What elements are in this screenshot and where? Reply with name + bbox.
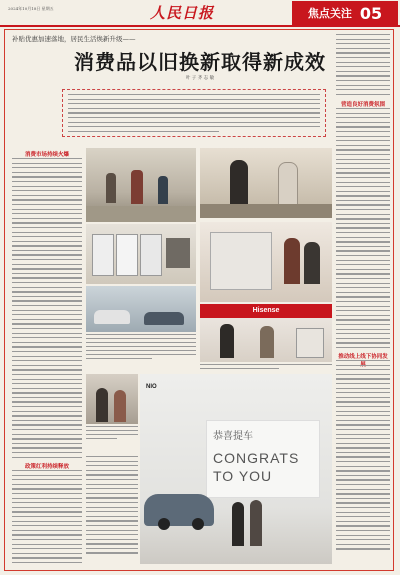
caption-right xyxy=(200,364,332,373)
right-column-text-2 xyxy=(336,360,390,566)
mid-column-text xyxy=(86,456,138,566)
lead-text xyxy=(68,94,320,132)
photo-customers xyxy=(86,374,138,424)
masthead-rule xyxy=(0,25,400,27)
headline: 消费品以旧换新取得新成效 xyxy=(74,50,326,74)
section-tab xyxy=(292,1,398,25)
right-column-text xyxy=(336,108,390,350)
newspaper-logo: 人民日报 xyxy=(150,4,215,22)
photo-kitchen-appliance xyxy=(200,222,332,302)
lead-box xyxy=(62,89,326,137)
photo-appliance-store xyxy=(86,224,196,284)
photo-car-delivery xyxy=(140,374,332,564)
banner-brand: Hisense xyxy=(200,304,332,318)
section-label: 焦点关注 xyxy=(307,7,352,20)
subhead-3: 营造良好消费氛围 xyxy=(340,102,385,108)
subhead-2: 政策红利持续释放 xyxy=(24,464,69,470)
ad-text-cn: 恭喜提车 xyxy=(213,431,253,442)
subhead-1: 消费市场持续火爆 xyxy=(24,152,69,158)
photo-store-staff xyxy=(200,148,332,218)
left-column-text-2 xyxy=(12,470,82,566)
ad-text-en-1: CONGRATS xyxy=(213,450,300,466)
car-brand-logo: NIO xyxy=(146,384,157,390)
kicker-line: 补贴优惠加速落地，居民生活焕新升级—— xyxy=(12,35,136,43)
caption-customers xyxy=(86,426,138,452)
photo-market-shoppers xyxy=(86,148,196,222)
ad-text-en-2: TO YOU xyxy=(213,468,273,484)
right-column-top xyxy=(336,34,390,96)
subhead-4: 推动线上线下协同发 xyxy=(338,354,388,360)
byline: 叶 子 齐 志 敏 xyxy=(185,76,215,81)
left-column-text xyxy=(12,158,82,458)
caption-left xyxy=(86,334,196,370)
photo-cars-street xyxy=(86,286,196,332)
photo-hisense-counter xyxy=(200,304,332,362)
issue-date: 2024年10月18日 星期五 xyxy=(8,6,54,11)
page-number: 05 xyxy=(359,3,383,23)
